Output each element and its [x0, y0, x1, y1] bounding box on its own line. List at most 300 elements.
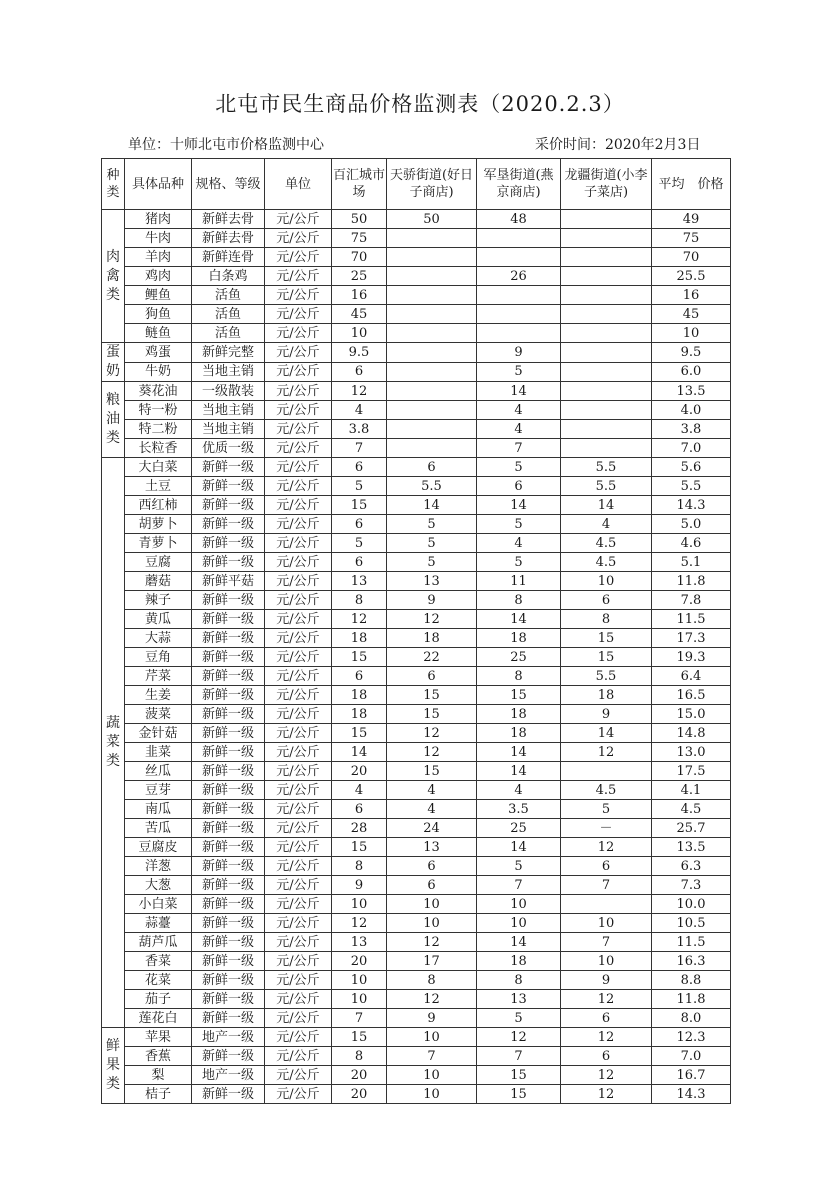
table-row	[102, 515, 731, 534]
unit-label: 单位：十师北屯市价格监测中心	[128, 137, 324, 153]
product-name: 鸡蛋	[125, 343, 192, 363]
spec: 新鲜一级	[192, 591, 265, 610]
price-longjiang	[561, 324, 652, 343]
unit: 元/公斤	[265, 229, 332, 248]
unit: 元/公斤	[265, 876, 332, 895]
spec: 新鲜一级	[192, 629, 265, 648]
category-label: 鲜果类	[106, 1038, 120, 1092]
price-longjiang: 10	[561, 572, 652, 591]
price-baihuicheng: 13	[332, 933, 387, 952]
price-average: 13.0	[652, 743, 731, 762]
product-name: 丝瓜	[125, 762, 192, 781]
price-baihuicheng: 8	[332, 591, 387, 610]
price-junken: 18	[477, 705, 561, 724]
price-tianjiao: 18	[387, 629, 477, 648]
unit: 元/公斤	[265, 1047, 332, 1066]
header-unit: 单位	[265, 159, 332, 210]
price-average: 49	[652, 210, 731, 229]
price-junken: 10	[477, 895, 561, 914]
product-name: 黄瓜	[125, 610, 192, 629]
price-tianjiao: 6	[387, 857, 477, 876]
price-tianjiao: 12	[387, 990, 477, 1009]
spec: 一级散装	[192, 382, 265, 401]
price-average: 17.3	[652, 629, 731, 648]
product-name: 牛奶	[125, 362, 192, 382]
product-name: 土豆	[125, 477, 192, 496]
price-baihuicheng: 50	[332, 210, 387, 229]
price-average: 19.3	[652, 648, 731, 667]
price-tianjiao: 50	[387, 210, 477, 229]
table-row	[102, 1009, 731, 1028]
price-average: 16	[652, 286, 731, 305]
table-row	[102, 686, 731, 705]
product-name: 香菜	[125, 952, 192, 971]
price-longjiang: 18	[561, 686, 652, 705]
price-tianjiao: 10	[387, 914, 477, 933]
unit: 元/公斤	[265, 210, 332, 229]
price-average: 16.7	[652, 1066, 731, 1085]
table-row	[102, 667, 731, 686]
price-junken: 7	[477, 876, 561, 895]
spec: 新鲜一级	[192, 876, 265, 895]
table-row	[102, 895, 731, 914]
price-average: 8.8	[652, 971, 731, 990]
price-baihuicheng: 9	[332, 876, 387, 895]
product-name: 韭菜	[125, 743, 192, 762]
price-junken	[477, 248, 561, 267]
table-row	[102, 343, 731, 363]
price-tianjiao	[387, 229, 477, 248]
price-longjiang: 6	[561, 1009, 652, 1028]
spec: 新鲜一级	[192, 667, 265, 686]
table-row	[102, 648, 731, 667]
product-name: 蒜薹	[125, 914, 192, 933]
unit: 元/公斤	[265, 382, 332, 401]
table-row	[102, 1047, 731, 1066]
price-tianjiao	[387, 286, 477, 305]
spec: 新鲜一级	[192, 553, 265, 572]
unit: 元/公斤	[265, 800, 332, 819]
price-longjiang: 12	[561, 1085, 652, 1104]
price-longjiang: 15	[561, 648, 652, 667]
price-longjiang: 4.5	[561, 781, 652, 800]
product-name: 南瓜	[125, 800, 192, 819]
product-name: 特一粉	[125, 401, 192, 420]
price-longjiang	[561, 762, 652, 781]
unit: 元/公斤	[265, 819, 332, 838]
product-name: 大白菜	[125, 458, 192, 477]
unit: 元/公斤	[265, 267, 332, 286]
spec: 当地主销	[192, 420, 265, 439]
unit: 元/公斤	[265, 857, 332, 876]
price-junken: 14	[477, 838, 561, 857]
unit: 元/公斤	[265, 458, 332, 477]
table-row	[102, 743, 731, 762]
price-tianjiao: 17	[387, 952, 477, 971]
unit: 元/公斤	[265, 667, 332, 686]
unit: 元/公斤	[265, 515, 332, 534]
price-longjiang	[561, 267, 652, 286]
price-tianjiao: 15	[387, 762, 477, 781]
price-tianjiao: 6	[387, 876, 477, 895]
spec: 新鲜一级	[192, 819, 265, 838]
price-average: 6.0	[652, 362, 731, 382]
price-tianjiao: 6	[387, 667, 477, 686]
price-tianjiao: 10	[387, 1066, 477, 1085]
price-longjiang: 14	[561, 496, 652, 515]
price-average: 4.1	[652, 781, 731, 800]
price-longjiang: －	[561, 819, 652, 838]
price-junken: 12	[477, 1028, 561, 1047]
price-junken: 15	[477, 1066, 561, 1085]
price-junken: 6	[477, 477, 561, 496]
price-tianjiao: 9	[387, 1009, 477, 1028]
price-tianjiao: 10	[387, 895, 477, 914]
price-longjiang	[561, 229, 652, 248]
spec: 新鲜一级	[192, 477, 265, 496]
spec: 新鲜一级	[192, 534, 265, 553]
table-row	[102, 629, 731, 648]
product-name: 金针菇	[125, 724, 192, 743]
price-junken: 5	[477, 553, 561, 572]
price-baihuicheng: 7	[332, 1009, 387, 1028]
category-cell	[102, 458, 125, 1028]
price-junken: 4	[477, 401, 561, 420]
price-average: 10.0	[652, 895, 731, 914]
price-tianjiao: 15	[387, 705, 477, 724]
product-name: 豆腐	[125, 553, 192, 572]
table-row	[102, 876, 731, 895]
spec: 新鲜平菇	[192, 572, 265, 591]
header-market-longjiang: 龙疆街道(小李子菜店)	[561, 159, 652, 210]
price-average: 17.5	[652, 762, 731, 781]
product-name: 芹菜	[125, 667, 192, 686]
price-average: 5.5	[652, 477, 731, 496]
price-average: 13.5	[652, 838, 731, 857]
price-baihuicheng: 10	[332, 324, 387, 343]
category-label: 蛋奶	[106, 344, 120, 379]
price-baihuicheng: 18	[332, 686, 387, 705]
product-name: 大蒜	[125, 629, 192, 648]
price-average: 8.0	[652, 1009, 731, 1028]
header-market-baihuicheng: 百汇城市场	[332, 159, 387, 210]
price-baihuicheng: 18	[332, 705, 387, 724]
header-category: 种类	[102, 159, 125, 210]
product-name: 羊肉	[125, 248, 192, 267]
spec: 优质一级	[192, 439, 265, 458]
unit: 元/公斤	[265, 686, 332, 705]
price-longjiang: 4.5	[561, 534, 652, 553]
table-row	[102, 248, 731, 267]
price-tianjiao	[387, 420, 477, 439]
table-row	[102, 439, 731, 458]
price-tianjiao	[387, 267, 477, 286]
spec: 新鲜一级	[192, 857, 265, 876]
price-longjiang: 9	[561, 705, 652, 724]
unit: 元/公斤	[265, 343, 332, 363]
price-junken: 14	[477, 382, 561, 401]
price-junken: 14	[477, 743, 561, 762]
price-baihuicheng: 28	[332, 819, 387, 838]
price-tianjiao	[387, 382, 477, 401]
price-average: 7.0	[652, 439, 731, 458]
price-baihuicheng: 75	[332, 229, 387, 248]
table-row	[102, 210, 731, 229]
price-longjiang: 12	[561, 743, 652, 762]
price-longjiang: 5.5	[561, 477, 652, 496]
price-junken: 15	[477, 1085, 561, 1104]
price-junken: 5	[477, 857, 561, 876]
price-tianjiao: 5	[387, 534, 477, 553]
price-average: 16.5	[652, 686, 731, 705]
price-junken: 13	[477, 990, 561, 1009]
price-average: 11.5	[652, 933, 731, 952]
price-junken: 4	[477, 781, 561, 800]
table-row	[102, 305, 731, 324]
product-name: 鲤鱼	[125, 286, 192, 305]
price-baihuicheng: 25	[332, 267, 387, 286]
unit: 元/公斤	[265, 990, 332, 1009]
table-row	[102, 724, 731, 743]
table-row	[102, 382, 731, 401]
price-baihuicheng: 6	[332, 553, 387, 572]
price-baihuicheng: 9.5	[332, 343, 387, 363]
header-spec: 规格、等级	[192, 159, 265, 210]
price-baihuicheng: 14	[332, 743, 387, 762]
price-average: 10.5	[652, 914, 731, 933]
product-name: 大葱	[125, 876, 192, 895]
price-baihuicheng: 6	[332, 800, 387, 819]
price-longjiang: 6	[561, 857, 652, 876]
price-longjiang: 6	[561, 1047, 652, 1066]
price-tianjiao: 6	[387, 458, 477, 477]
price-baihuicheng: 8	[332, 1047, 387, 1066]
price-junken: 4	[477, 420, 561, 439]
product-name: 苹果	[125, 1028, 192, 1047]
table-row	[102, 591, 731, 610]
price-average: 7.3	[652, 876, 731, 895]
table-row	[102, 857, 731, 876]
price-tianjiao: 8	[387, 971, 477, 990]
price-tianjiao: 12	[387, 724, 477, 743]
product-name: 洋葱	[125, 857, 192, 876]
price-average: 16.3	[652, 952, 731, 971]
price-baihuicheng: 4	[332, 781, 387, 800]
price-junken: 7	[477, 1047, 561, 1066]
date-label: 采价时间：2020年2月3日	[535, 137, 701, 153]
table-row	[102, 401, 731, 420]
price-tianjiao	[387, 248, 477, 267]
price-longjiang	[561, 382, 652, 401]
price-junken: 25	[477, 648, 561, 667]
table-row	[102, 1028, 731, 1047]
price-longjiang	[561, 439, 652, 458]
price-baihuicheng: 6	[332, 458, 387, 477]
spec: 新鲜一级	[192, 648, 265, 667]
product-name: 鸡肉	[125, 267, 192, 286]
table-row	[102, 971, 731, 990]
price-junken: 14	[477, 496, 561, 515]
price-baihuicheng: 5	[332, 534, 387, 553]
price-junken: 48	[477, 210, 561, 229]
spec: 新鲜一级	[192, 838, 265, 857]
table-row	[102, 1085, 731, 1104]
unit: 元/公斤	[265, 610, 332, 629]
price-junken: 5	[477, 515, 561, 534]
price-baihuicheng: 10	[332, 895, 387, 914]
table-row	[102, 933, 731, 952]
unit: 元/公斤	[265, 477, 332, 496]
unit: 元/公斤	[265, 629, 332, 648]
price-longjiang: 5.5	[561, 667, 652, 686]
unit: 元/公斤	[265, 895, 332, 914]
spec: 地产一级	[192, 1028, 265, 1047]
price-baihuicheng: 6	[332, 362, 387, 382]
price-longjiang	[561, 362, 652, 382]
price-longjiang: 10	[561, 952, 652, 971]
spec: 活鱼	[192, 286, 265, 305]
price-average: 10	[652, 324, 731, 343]
price-tianjiao: 9	[387, 591, 477, 610]
unit: 元/公斤	[265, 324, 332, 343]
price-tianjiao: 5	[387, 553, 477, 572]
price-average: 75	[652, 229, 731, 248]
table-row	[102, 762, 731, 781]
product-name: 小白菜	[125, 895, 192, 914]
spec: 新鲜一级	[192, 705, 265, 724]
price-longjiang: 12	[561, 1066, 652, 1085]
price-junken: 3.5	[477, 800, 561, 819]
table-row	[102, 781, 731, 800]
price-junken: 14	[477, 610, 561, 629]
price-tianjiao: 10	[387, 1028, 477, 1047]
price-longjiang	[561, 343, 652, 363]
price-junken: 18	[477, 952, 561, 971]
table-row	[102, 610, 731, 629]
price-longjiang	[561, 895, 652, 914]
spec: 新鲜一级	[192, 914, 265, 933]
price-baihuicheng: 15	[332, 496, 387, 515]
spec: 白条鸡	[192, 267, 265, 286]
spec: 活鱼	[192, 305, 265, 324]
price-junken	[477, 305, 561, 324]
price-junken: 8	[477, 971, 561, 990]
product-name: 豆角	[125, 648, 192, 667]
spec: 新鲜一级	[192, 762, 265, 781]
table-row	[102, 420, 731, 439]
price-baihuicheng: 4	[332, 401, 387, 420]
product-name: 蘑菇	[125, 572, 192, 591]
price-baihuicheng: 15	[332, 648, 387, 667]
spec: 新鲜一级	[192, 1009, 265, 1028]
product-name: 葵花油	[125, 382, 192, 401]
price-tianjiao: 4	[387, 800, 477, 819]
price-baihuicheng: 6	[332, 667, 387, 686]
price-tianjiao: 10	[387, 1085, 477, 1104]
price-average: 5.1	[652, 553, 731, 572]
unit: 元/公斤	[265, 362, 332, 382]
header-row	[102, 159, 731, 210]
unit: 元/公斤	[265, 1066, 332, 1085]
price-baihuicheng: 70	[332, 248, 387, 267]
price-junken	[477, 286, 561, 305]
price-tianjiao: 24	[387, 819, 477, 838]
price-junken: 8	[477, 667, 561, 686]
unit: 元/公斤	[265, 933, 332, 952]
price-longjiang: 4	[561, 515, 652, 534]
spec: 新鲜一级	[192, 781, 265, 800]
table-row	[102, 534, 731, 553]
unit: 元/公斤	[265, 971, 332, 990]
price-average: 14.3	[652, 496, 731, 515]
price-baihuicheng: 45	[332, 305, 387, 324]
price-longjiang: 7	[561, 876, 652, 895]
table-row	[102, 553, 731, 572]
spec: 新鲜一级	[192, 933, 265, 952]
product-name: 西红柿	[125, 496, 192, 515]
price-longjiang: 10	[561, 914, 652, 933]
table-row	[102, 496, 731, 515]
table-row	[102, 477, 731, 496]
product-name: 牛肉	[125, 229, 192, 248]
price-longjiang: 5	[561, 800, 652, 819]
price-junken: 9	[477, 343, 561, 363]
price-longjiang: 4.5	[561, 553, 652, 572]
unit: 元/公斤	[265, 914, 332, 933]
price-baihuicheng: 13	[332, 572, 387, 591]
product-name: 猪肉	[125, 210, 192, 229]
price-average: 3.8	[652, 420, 731, 439]
spec: 新鲜一级	[192, 1047, 265, 1066]
price-tianjiao	[387, 305, 477, 324]
product-name: 生姜	[125, 686, 192, 705]
unit: 元/公斤	[265, 572, 332, 591]
price-average: 14.3	[652, 1085, 731, 1104]
unit: 元/公斤	[265, 248, 332, 267]
price-tianjiao: 5.5	[387, 477, 477, 496]
price-average: 9.5	[652, 343, 731, 363]
price-longjiang: 12	[561, 838, 652, 857]
price-baihuicheng: 12	[332, 610, 387, 629]
price-average: 11.5	[652, 610, 731, 629]
price-average: 14.8	[652, 724, 731, 743]
price-tianjiao	[387, 362, 477, 382]
price-baihuicheng: 15	[332, 838, 387, 857]
table-row	[102, 838, 731, 857]
product-name: 特二粉	[125, 420, 192, 439]
price-longjiang: 7	[561, 933, 652, 952]
price-baihuicheng: 18	[332, 629, 387, 648]
product-name: 香蕉	[125, 1047, 192, 1066]
price-junken: 18	[477, 629, 561, 648]
price-junken: 5	[477, 458, 561, 477]
product-name: 青萝卜	[125, 534, 192, 553]
price-average: 13.5	[652, 382, 731, 401]
price-longjiang	[561, 420, 652, 439]
product-name: 豆芽	[125, 781, 192, 800]
product-name: 鲢鱼	[125, 324, 192, 343]
price-junken	[477, 324, 561, 343]
price-tianjiao	[387, 401, 477, 420]
table-row	[102, 800, 731, 819]
price-junken: 14	[477, 762, 561, 781]
spec: 新鲜一级	[192, 1085, 265, 1104]
table-row	[102, 362, 731, 382]
price-tianjiao	[387, 439, 477, 458]
price-baihuicheng: 10	[332, 971, 387, 990]
price-average: 25.5	[652, 267, 731, 286]
table-row	[102, 286, 731, 305]
